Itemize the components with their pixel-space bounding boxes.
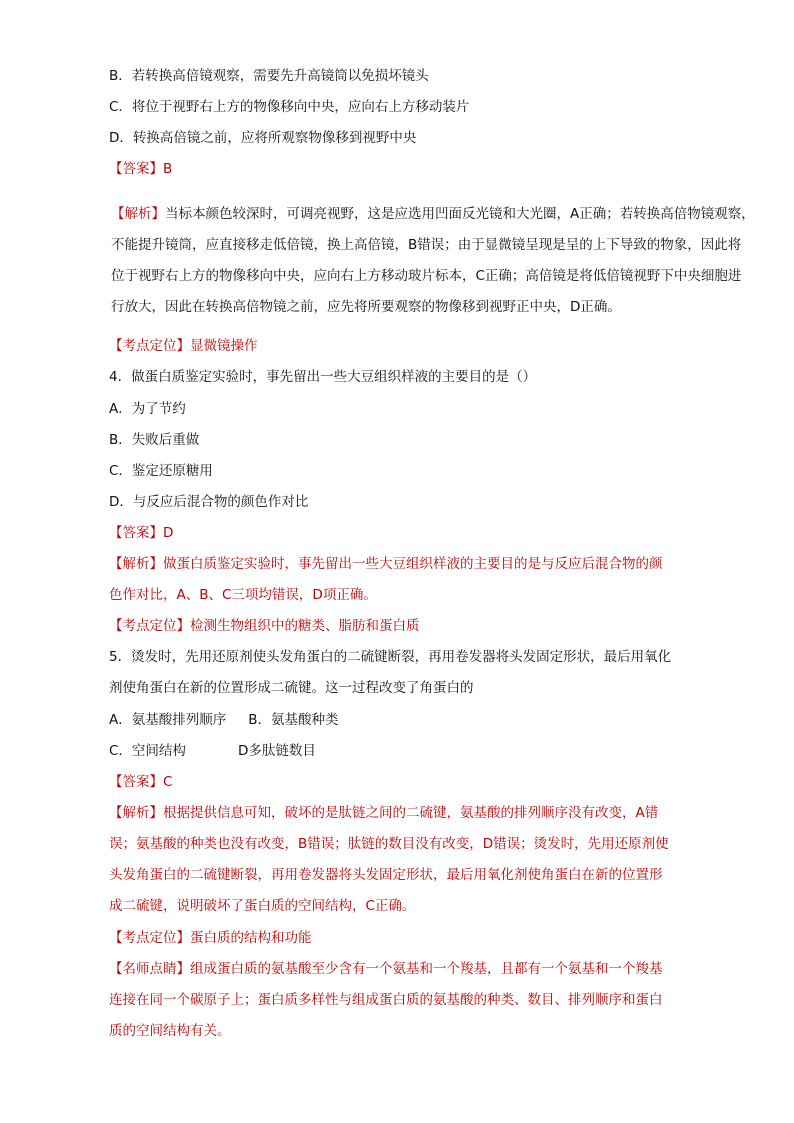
q4-option-d: D．与反应后混合物的颜色作对比 <box>109 494 309 510</box>
q4-stem: 4．做蛋白质鉴定实验时，事先留出一些大豆组织样液的主要目的是（） <box>109 369 537 385</box>
tip-line: 组成蛋白质的氨基酸至少含有一个氨基和一个羧基，且都有一个氨基和一个羧基 <box>190 961 663 977</box>
answer-tag: 【答案】 <box>109 774 163 790</box>
q5-tip-line-1 <box>109 959 663 979</box>
q4-option-b: B．失败后重做 <box>109 432 200 448</box>
q4-analysis-line-2: 色作对比，A、B、C三项均错误，D项正确。 <box>109 587 377 603</box>
tip-tag: 【名师点睛】 <box>109 961 190 977</box>
analysis-line: 根据提供信息可知，破坏的是肽链之间的二硫键，氨基酸的排列顺序没有改变，A错 <box>163 805 659 821</box>
answer-tag: 【答案】 <box>109 525 163 541</box>
q5-tip-line-2: 连接在同一个碳原子上；蛋白质多样性与组成蛋白质的氨基酸的种类、数目、排列顺序和蛋白 <box>109 992 663 1008</box>
q5-options-row-2 <box>109 741 316 761</box>
q3-analysis <box>111 199 761 323</box>
point-tag: 【考点定位】 <box>109 930 190 946</box>
analysis-line: 不能提升镜筒，应直接移走低倍镜，换上高倍镜，B错误；由于显微镜呈现是呈的上下导致的物象，因此将 <box>111 237 742 253</box>
point-text: 显微镜操作 <box>190 338 258 354</box>
q4-analysis-line-1 <box>109 554 663 574</box>
q5-option-b: B．氨基酸种类 <box>248 712 339 728</box>
analysis-line: 位于视野右上方的物像移向中央，应向右上方移动玻片标本，C正确；高倍镜是将低倍镜视野下中央细胞进 <box>111 268 742 284</box>
q5-options-row-1 <box>109 710 339 730</box>
q4-answer <box>109 523 173 543</box>
point-tag: 【考点定位】 <box>109 338 190 354</box>
point-text: 检测生物组织中的糖类、脂肪和蛋白质 <box>190 618 420 634</box>
answer-value: B <box>163 161 173 177</box>
q5-option-c: C．空间结构 <box>109 743 186 759</box>
q3-option-d: D．转换高倍镜之前，应将所观察物像移到视野中央 <box>109 130 417 146</box>
q5-tip-line-3: 质的空间结构有关。 <box>109 1023 231 1039</box>
q5-analysis-line-3: 头发角蛋白的二硫键断裂，再用卷发器将头发固定形状，最后用氧化剂使角蛋白在新的位置形 <box>109 867 663 883</box>
answer-value: D <box>163 525 174 541</box>
analysis-line: 当标本颜色较深时，可调亮视野，这是应选用凹面反光镜和大光圈，A正确；若转换高倍物镜观察， <box>165 206 755 222</box>
q5-analysis-line-1 <box>109 803 658 823</box>
q4-option-a: A．为了节约 <box>109 401 186 417</box>
answer-tag: 【答案】 <box>109 161 163 177</box>
analysis-tag: 【解析】 <box>109 805 163 821</box>
point-tag: 【考点定位】 <box>109 618 190 634</box>
q5-analysis-line-4: 成二硫键，说明破坏了蛋白质的空间结构，C正确。 <box>109 898 416 914</box>
point-text: 蛋白质的结构和功能 <box>190 930 312 946</box>
q4-point <box>109 616 420 636</box>
q5-analysis-line-2: 误；氨基酸的种类也没有改变，B错误；肽链的数目没有改变，D错误；烫发时，先用还原剂使 <box>109 836 669 852</box>
q4-option-c: C．鉴定还原糖用 <box>109 463 213 479</box>
answer-value: C <box>163 774 173 790</box>
q5-answer <box>109 772 172 792</box>
analysis-tag: 【解析】 <box>109 556 163 572</box>
q5-stem-line-1: 5．烫发时，先用还原剂使头发角蛋白的二硫键断裂，再用卷发器将头发固定形状，最后用氧化 <box>109 649 672 665</box>
q3-point <box>109 336 258 356</box>
analysis-line: 行放大，因此在转换高倍物镜之前，应先将所要观察的物像移到视野正中央，D正确。 <box>111 299 621 315</box>
q3-answer <box>109 159 172 179</box>
q5-stem-line-2: 剂使角蛋白在新的位置形成二硫键。这一过程改变了角蛋白的 <box>109 680 474 696</box>
q5-option-a: A．氨基酸排列顺序 <box>109 712 227 728</box>
q3-option-b: B．若转换高倍镜观察，需要先升高镜筒以免损坏镜头 <box>109 68 429 84</box>
analysis-tag: 【解析】 <box>111 206 165 222</box>
analysis-line: 做蛋白质鉴定实验时，事先留出一些大豆组织样液的主要目的是与反应后混合物的颜 <box>163 556 663 572</box>
q5-point <box>109 928 312 948</box>
q5-option-d: D多肽链数目 <box>237 743 316 759</box>
q3-option-c: C．将位于视野右上方的物像移向中央，应向右上方移动装片 <box>109 99 470 115</box>
